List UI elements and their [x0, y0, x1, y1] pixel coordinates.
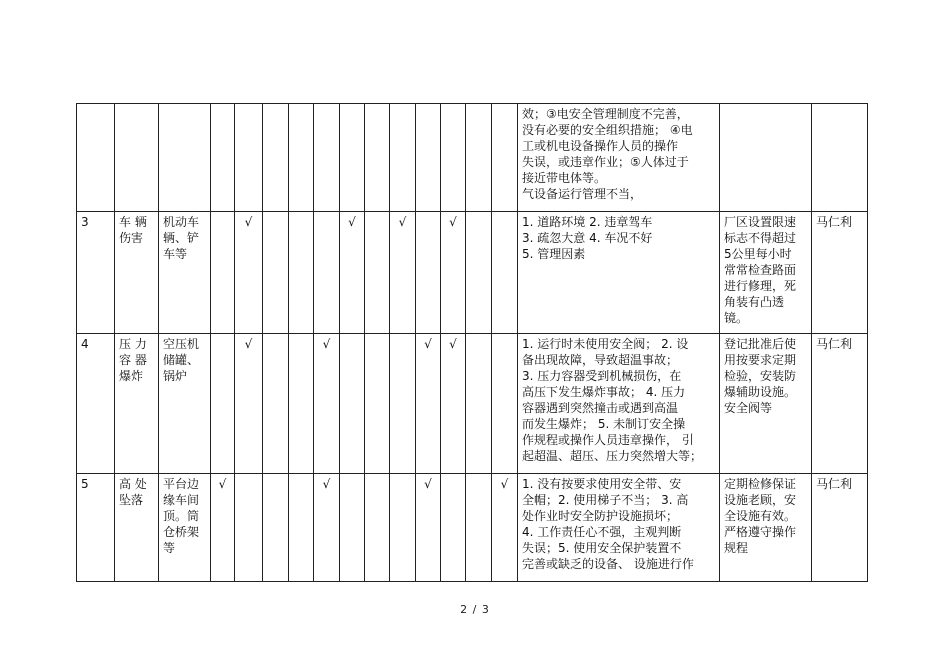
table-body: [77, 104, 868, 582]
location-cell: 机动车 辆、铲 车等: [159, 212, 211, 334]
check-cell: [390, 104, 416, 212]
check-cell: [263, 212, 289, 334]
causes-cell: 效；③电安全管理制度不完善， 没有必要的安全组织措施； ④电 工或机电设备操作人员的操作 失误，或违章作业；⑤人体过于 接近带电体等。 气设备运行管理不当，: [518, 104, 720, 212]
hazard-type-cell: 压 力 容 器 爆炸: [115, 334, 159, 474]
check-cell: [235, 474, 263, 582]
location-cell: 空压机 储罐、 锅炉: [159, 334, 211, 474]
check-cell: [365, 104, 390, 212]
check-cell: [340, 104, 365, 212]
check-cell: √: [441, 334, 466, 474]
check-cell: [235, 104, 263, 212]
check-cell: √: [340, 212, 365, 334]
page-number: 2 / 3: [460, 603, 490, 616]
check-cell: [289, 104, 314, 212]
check-cell: √: [314, 474, 340, 582]
check-cell: √: [416, 334, 441, 474]
check-cell: [466, 334, 492, 474]
check-cell: [390, 334, 416, 474]
risk-table: [76, 103, 868, 582]
table-row: [77, 104, 868, 212]
check-cell: √: [211, 474, 235, 582]
responsible-person-cell: 马仁利: [812, 212, 868, 334]
check-cell: [340, 474, 365, 582]
hazard-type-cell: 高 处 坠落: [115, 474, 159, 582]
check-cell: [492, 334, 518, 474]
check-cell: [492, 212, 518, 334]
check-cell: [211, 334, 235, 474]
check-cell: √: [390, 212, 416, 334]
check-cell: [263, 334, 289, 474]
check-cell: [441, 104, 466, 212]
check-cell: [365, 474, 390, 582]
check-cell: √: [235, 334, 263, 474]
measures-cell: 厂区设置限速 标志不得超过 5公里每小时 常常检查路面 进行修理，死 角装有凸透 镜。: [720, 212, 812, 334]
row-number-cell: 3: [77, 212, 115, 334]
measures-cell: [720, 104, 812, 212]
check-cell: [416, 212, 441, 334]
check-cell: [466, 212, 492, 334]
check-cell: [441, 474, 466, 582]
row-number-cell: 5: [77, 474, 115, 582]
row-number-cell: [77, 104, 115, 212]
check-cell: [289, 212, 314, 334]
check-cell: [263, 474, 289, 582]
check-cell: [365, 212, 390, 334]
responsible-person-cell: 马仁利: [812, 474, 868, 582]
check-cell: [492, 104, 518, 212]
hazard-type-cell: [115, 104, 159, 212]
check-cell: [466, 104, 492, 212]
check-cell: √: [235, 212, 263, 334]
table-row: [77, 474, 868, 582]
check-cell: [211, 104, 235, 212]
hazard-type-cell: 车 辆 伤害: [115, 212, 159, 334]
measures-cell: 登记批准后使 用按要求定期 检验，安装防 爆辅助设施。 安全阀等: [720, 334, 812, 474]
check-cell: √: [416, 474, 441, 582]
causes-cell: 1. 没有按要求使用安全带、安 全帽；2. 使用梯子不当； 3. 高 处作业时安全防护设施损坏； 4. 工作责任心不强，主观判断 失误；5. 使用安全保护装置不 完善或缺乏的设备、 设施进行作: [518, 474, 720, 582]
check-cell: [390, 474, 416, 582]
check-cell: [466, 474, 492, 582]
check-cell: [211, 212, 235, 334]
check-cell: [314, 104, 340, 212]
check-cell: √: [492, 474, 518, 582]
check-cell: [289, 474, 314, 582]
check-cell: [365, 334, 390, 474]
check-cell: [416, 104, 441, 212]
check-cell: [340, 334, 365, 474]
causes-cell: 1. 道路环境 2. 违章驾车 3. 疏忽大意 4. 车况不好 5. 管理因素: [518, 212, 720, 334]
location-cell: [159, 104, 211, 212]
check-cell: √: [314, 334, 340, 474]
check-cell: [263, 104, 289, 212]
row-number-cell: 4: [77, 334, 115, 474]
measures-cell: 定期检修保证 设施老顾，安 全设施有效。 严格遵守操作 规程: [720, 474, 812, 582]
check-cell: [289, 334, 314, 474]
table-row: [77, 212, 868, 334]
responsible-person-cell: 马仁利: [812, 334, 868, 474]
responsible-person-cell: [812, 104, 868, 212]
check-cell: [314, 212, 340, 334]
table-row: [77, 334, 868, 474]
causes-cell: 1. 运行时未使用安全阀； 2. 设 备出现故障，导致超温事故； 3. 压力容器受到机械损伤，在 高压下发生爆炸事故； 4. 压力 容器遇到突然撞击或遇到高温 而发生爆炸； 5. 未制订安全操 作规程或操作人员违章操作， 引 起超温、超压、压力突然增大等；: [518, 334, 720, 474]
check-cell: √: [441, 212, 466, 334]
location-cell: 平台边 缘车间 顶。筒 仓桥架 等: [159, 474, 211, 582]
